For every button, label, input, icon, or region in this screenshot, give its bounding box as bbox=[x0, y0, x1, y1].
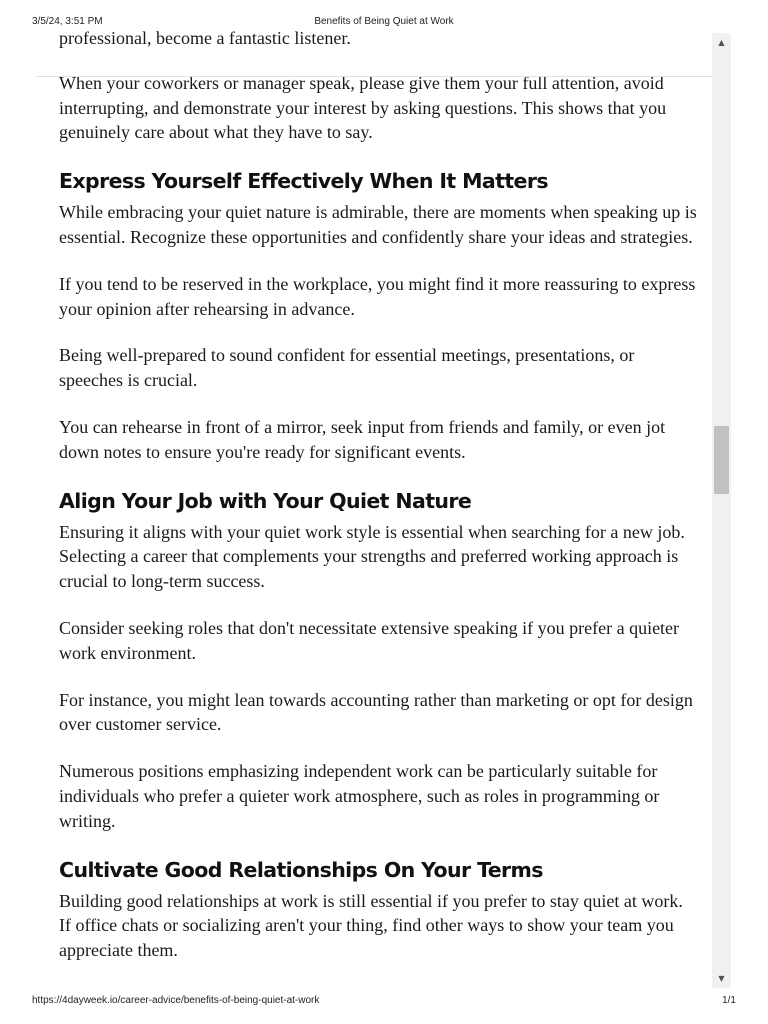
scrollbar-thumb[interactable] bbox=[714, 426, 729, 494]
vertical-scrollbar[interactable] bbox=[712, 33, 731, 988]
article-paragraph: While embracing your quiet nature is admirable, there are moments when speaking up is essential. Recognize these opportunities and confidently share your ideas and strategies. bbox=[59, 202, 697, 247]
print-footer bbox=[32, 995, 736, 1007]
article-body bbox=[59, 28, 699, 985]
article-paragraph: Consider seeking roles that don't necessitate extensive speaking if you prefer a quieter work environment. bbox=[59, 617, 680, 663]
section-heading: Express Yourself Effectively When It Matters bbox=[59, 169, 548, 194]
section-heading: Align Your Job with Your Quiet Nature bbox=[59, 488, 472, 513]
print-header bbox=[32, 16, 736, 28]
sticky-header-divider bbox=[36, 76, 712, 77]
print-page-title: Benefits of Being Quiet at Work bbox=[314, 16, 454, 27]
article-paragraph: When your coworkers or manager speak, please give them your full attention, avoid interrupting, and demonstrate your interest by asking questions. This shows that you genuinely care about what they have to say. bbox=[59, 72, 667, 143]
print-datetime: 3/5/24, 3:51 PM bbox=[32, 16, 103, 27]
article-paragraph: Ensuring it aligns with your quiet work style is essential when searching for a new job. Selecting a career that complements your strengths and preferred working approach is crucial to long-term success. bbox=[59, 521, 685, 592]
article-paragraph: For instance, you might lean towards accounting rather than marketing or opt for design over customer service. bbox=[59, 689, 693, 735]
article-paragraph: Numerous positions emphasizing independent work can be particularly suitable for individuals who prefer a quieter work atmosphere, such as roles in programming or writing. bbox=[59, 761, 660, 831]
page-viewport bbox=[32, 28, 712, 988]
article-paragraph: If you tend to be reserved in the workplace, you might find it more reassuring to express your opinion after rehearsing in advance. bbox=[59, 273, 696, 319]
article-paragraph: You can rehearse in front of a mirror, seek input from friends and family, or even jot down notes to ensure you're ready for significant events. bbox=[59, 416, 666, 462]
print-url: https://4dayweek.io/career-advice/benefits-of-being-quiet-at-work bbox=[32, 995, 320, 1006]
section-heading: Cultivate Good Relationships On Your Terms bbox=[59, 857, 543, 882]
triangle-up-icon[interactable]: ▲ bbox=[718, 38, 725, 47]
article-intro-fragment: professional, become a fantastic listener. bbox=[59, 28, 351, 48]
article-paragraph: Building good relationships at work is still essential if you prefer to stay quiet at work. If office chats or socializing aren't your thing, find other ways to show your team you appreciate them. bbox=[59, 890, 683, 961]
triangle-down-icon[interactable]: ▼ bbox=[718, 974, 725, 983]
print-page-number: 1/1 bbox=[722, 995, 736, 1006]
article-paragraph: Being well-prepared to sound confident for essential meetings, presentations, or speeches is crucial. bbox=[59, 345, 635, 391]
